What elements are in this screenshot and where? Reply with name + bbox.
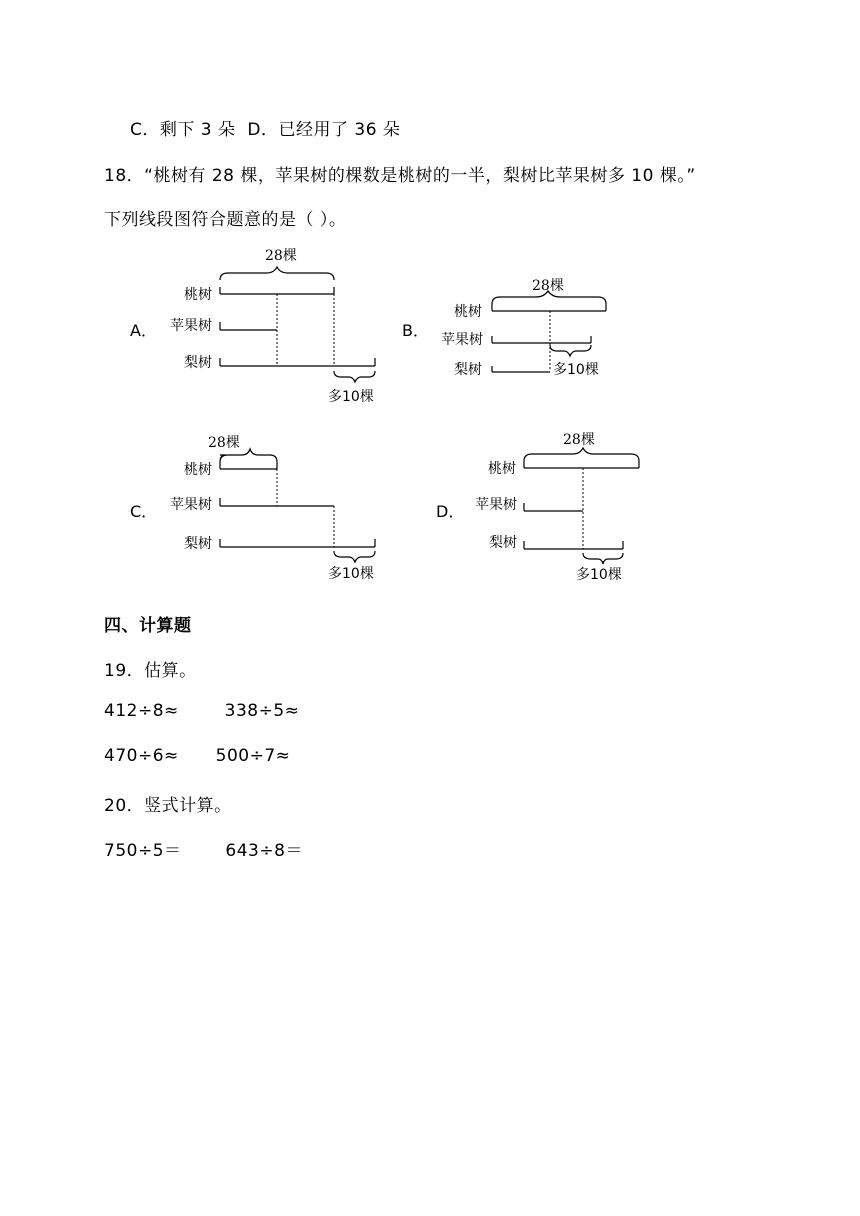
q19-row-2 xyxy=(104,746,290,766)
more-brace xyxy=(550,345,591,356)
q17-options xyxy=(130,115,400,140)
more-brace xyxy=(583,553,623,564)
more-label: 多10棵 xyxy=(328,566,374,582)
more-label: 多10棵 xyxy=(553,362,599,378)
apple-label: 苹果树 xyxy=(441,332,483,348)
q19-item-1: 412÷8≈ xyxy=(104,701,179,721)
apple-label: 苹果树 xyxy=(170,318,212,334)
pear-label: 梨树 xyxy=(489,535,517,551)
peach-label: 桃树 xyxy=(184,287,212,303)
peach-label: 桃树 xyxy=(454,304,482,320)
q18-option-a-letter: A． xyxy=(130,321,157,340)
q18-diagram-b xyxy=(440,272,630,382)
q19-title: 19．估算。 xyxy=(104,661,197,681)
total-brace xyxy=(524,448,639,461)
apple-label: 苹果树 xyxy=(170,497,212,513)
total-brace xyxy=(492,291,606,304)
q19-item-4: 500÷7≈ xyxy=(215,746,291,766)
q19-row-1 xyxy=(104,701,299,721)
q18-diagram-d xyxy=(475,428,655,588)
q20-title: 20．竖式计算。 xyxy=(104,796,232,816)
peach-label: 桃树 xyxy=(488,461,516,477)
apple-label: 苹果树 xyxy=(475,497,517,513)
q18-option-c-letter: C． xyxy=(130,502,158,521)
q18-option-d-letter: D． xyxy=(436,502,465,521)
q20-row-1 xyxy=(104,836,303,861)
total-label: 28棵 xyxy=(265,248,297,264)
total-label: 28棵 xyxy=(563,432,595,448)
q18-diagram-a xyxy=(160,240,390,410)
q19-item-2: 338÷5≈ xyxy=(224,701,300,721)
q19-item-3: 470÷6≈ xyxy=(104,746,179,766)
q20-item-2: 643÷8＝ xyxy=(225,841,303,861)
q18-stem-line2: 下列线段图符合题意的是（ ）。 xyxy=(104,210,347,230)
pear-label: 梨树 xyxy=(184,536,212,552)
q18-option-b-letter: B． xyxy=(402,321,429,340)
more-brace xyxy=(334,371,375,382)
q20-item-1: 750÷5＝ xyxy=(104,841,182,861)
total-label: 28棵 xyxy=(208,435,240,451)
q17-option-c: C．剩下 3 朵 xyxy=(130,120,236,140)
section-4-title: 四、计算题 xyxy=(104,616,192,636)
total-brace xyxy=(220,267,334,280)
q17-option-d: D．已经用了 36 朵 xyxy=(247,120,401,140)
total-label: 28棵 xyxy=(532,278,564,294)
more-label: 多10棵 xyxy=(576,567,622,583)
more-label: 多10棵 xyxy=(328,389,374,405)
peach-label: 桃树 xyxy=(184,462,212,478)
q18-diagram-c xyxy=(160,430,390,590)
pear-label: 梨树 xyxy=(184,355,212,371)
pear-label: 梨树 xyxy=(454,362,482,378)
q18-stem-line1: 18．“桃树有 28 棵，苹果树的棵数是桃树的一半，梨树比苹果树多 10 棵。” xyxy=(104,166,696,186)
more-brace xyxy=(334,551,375,562)
